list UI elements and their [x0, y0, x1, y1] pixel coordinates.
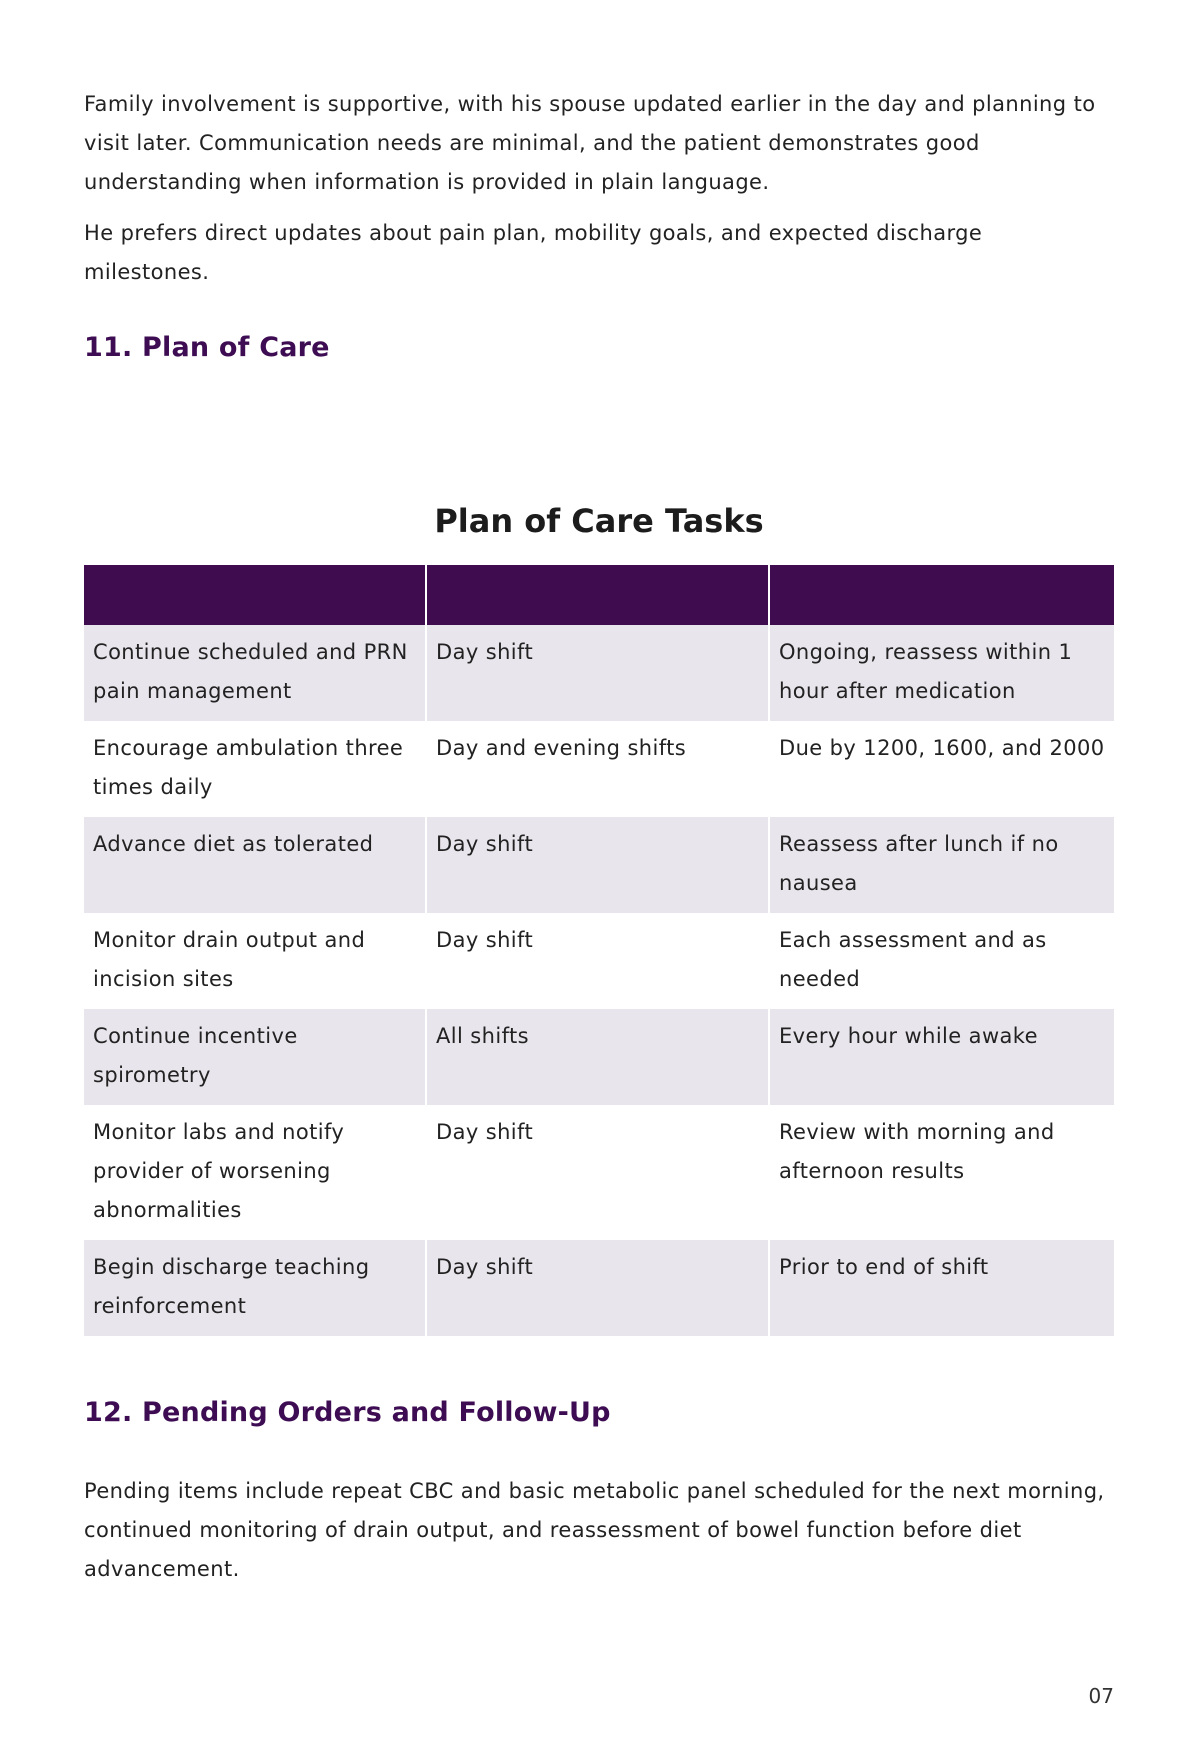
- timing-cell: Review with morning and afternoon results: [779, 1120, 1055, 1183]
- task-cell: Encourage ambulation three times daily: [84, 721, 426, 817]
- task-cell: Monitor labs and notify provider of worsening abnormalities: [84, 1105, 426, 1240]
- table-title: Plan of Care Tasks: [434, 502, 764, 540]
- table-row: [84, 1105, 1114, 1240]
- shift-cell: Day shift: [426, 817, 769, 913]
- task-cell: Monitor drain output and incision sites: [84, 913, 426, 1009]
- table-header-cell: [426, 565, 769, 625]
- table-row: [84, 817, 1114, 913]
- plan-of-care-table: [84, 565, 1114, 1336]
- section-heading-pending-orders: 12. Pending Orders and Follow-Up: [84, 1397, 611, 1428]
- page-number: 07: [1088, 1684, 1114, 1708]
- timing-cell: Reassess after lunch if no nausea: [769, 817, 1114, 913]
- patient-preferences-paragraph: He prefers direct updates about pain plan, mobility goals, and expected discharge milestones.: [84, 221, 983, 284]
- table-row: [84, 1240, 1114, 1336]
- shift-cell: Day and evening shifts: [426, 721, 769, 817]
- table-row: [84, 721, 1114, 817]
- shift-cell: Day shift: [426, 625, 769, 721]
- timing-cell: Each assessment and as needed: [779, 928, 1047, 991]
- table-row: [84, 625, 1114, 721]
- shift-cell: Day shift: [426, 1105, 769, 1240]
- section-heading-plan-of-care: 11. Plan of Care: [84, 332, 330, 363]
- task-cell: Advance diet as tolerated: [84, 817, 426, 913]
- table-header-cell: [769, 565, 1114, 625]
- table-row: [84, 1009, 1114, 1105]
- pending-orders-paragraph: Pending items include repeat CBC and basic metabolic panel scheduled for the next morning, continued monitoring of drain output, and reassessment of bowel function before diet advancement.: [84, 1479, 1105, 1581]
- task-cell: Continue incentive spirometry: [84, 1009, 426, 1105]
- task-cell: Begin discharge teaching reinforcement: [84, 1240, 426, 1336]
- table-header-cell: [84, 565, 426, 625]
- task-cell: Continue scheduled and PRN pain management: [84, 625, 426, 721]
- table-header-row: [84, 565, 1114, 625]
- timing-cell: Ongoing, reassess within 1 hour after medication: [769, 625, 1114, 721]
- shift-cell: Day shift: [426, 1240, 769, 1336]
- table-row: [84, 913, 1114, 1009]
- timing-cell: Every hour while awake: [769, 1009, 1114, 1105]
- shift-cell: All shifts: [426, 1009, 769, 1105]
- family-involvement-paragraph: Family involvement is supportive, with his spouse updated earlier in the day and planning to visit later. Communication needs are minimal, and the patient demonstrates good understanding when information is provided in plain language.: [84, 92, 1096, 194]
- timing-cell: Prior to end of shift: [769, 1240, 1114, 1336]
- timing-cell: Due by 1200, 1600, and 2000: [779, 736, 1105, 760]
- shift-cell: Day shift: [426, 913, 769, 1009]
